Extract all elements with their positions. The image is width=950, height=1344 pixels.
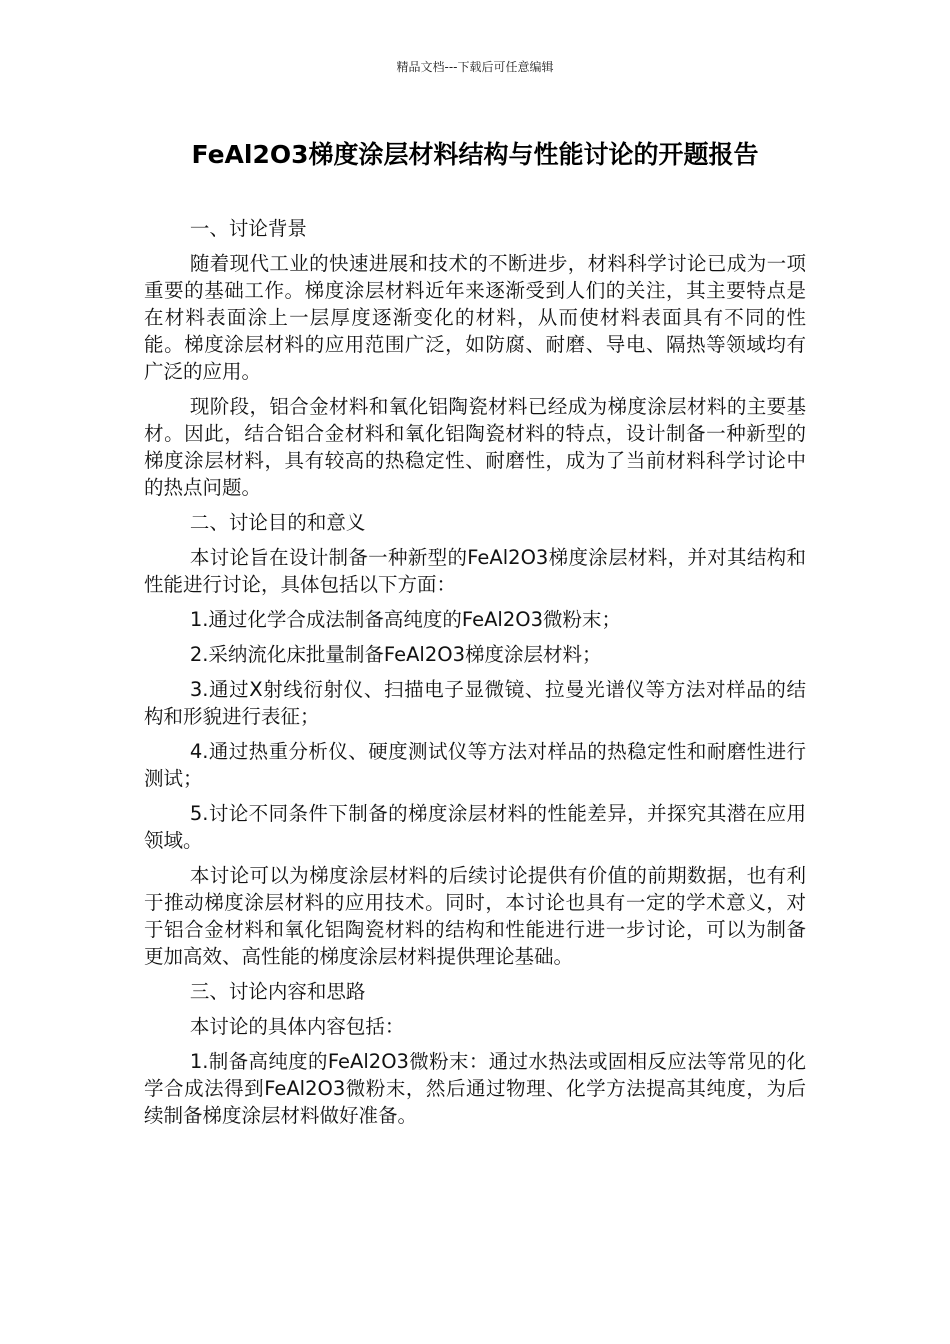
section-heading: 三、讨论内容和思路 <box>189 980 366 1003</box>
paragraph: 本讨论可以为梯度涂层材料的后续讨论提供有价值的前期数据，也有利于推动梯度涂层材料的应用技术。同时，本讨论也具有一定的学术意义，对于铝合金材料和氧化铝陶瓷材料的结构和性能进行进一步讨论，可以为制备更加高效、高性能的梯度涂层材料提供理论基础。 <box>144 864 806 968</box>
section-heading: 一、讨论背景 <box>189 217 307 240</box>
header-note: 精品文档---下载后可任意编辑 <box>396 60 554 74</box>
list-item: 5.讨论不同条件下制备的梯度涂层材料的性能差异，并探究其潜在应用领域。 <box>144 802 806 852</box>
section-heading: 二、讨论目的和意义 <box>189 511 366 534</box>
list-item: 1.制备高纯度的FeAl2O3微粉末：通过水热法或固相反应法等常见的化学合成法得到FeAl2O3微粉末，然后通过物理、化学方法提高其纯度，为后续制备梯度涂层材料做好准备。 <box>144 1050 806 1127</box>
document-body <box>144 215 806 1137</box>
list-item: 1.通过化学合成法制备高纯度的FeAl2O3微粉末； <box>189 608 621 631</box>
paragraph: 本讨论的具体内容包括： <box>189 1015 405 1038</box>
paragraph: 本讨论旨在设计制备一种新型的FeAl2O3梯度涂层材料，并对其结构和性能进行讨论，具体包括以下方面： <box>144 546 806 596</box>
document-title: FeAl2O3梯度涂层材料结构与性能讨论的开题报告 <box>191 140 759 169</box>
paragraph: 现阶段，铝合金材料和氧化铝陶瓷材料已经成为梯度涂层材料的主要基材。因此，结合铝合金材料和氧化铝陶瓷材料的特点，设计制备一种新型的梯度涂层材料，具有较高的热稳定性、耐磨性，成为了当前材料科学讨论中的热点问题。 <box>144 395 806 499</box>
paragraph: 随着现代工业的快速进展和技术的不断进步，材料科学讨论已成为一项重要的基础工作。梯度涂层材料近年来逐渐受到人们的关注，其主要特点是在材料表面涂上一层厚度逐渐变化的材料，从而使材料表面具有不同的性能。梯度涂层材料的应用范围广泛，如防腐、耐磨、导电、隔热等领域均有广泛的应用。 <box>144 252 806 383</box>
list-item: 3.通过X射线衍射仪、扫描电子显微镜、拉曼光谱仪等方法对样品的结构和形貌进行表征； <box>144 678 806 728</box>
list-item: 4.通过热重分析仪、硬度测试仪等方法对样品的热稳定性和耐磨性进行测试； <box>144 740 806 790</box>
list-item: 2.采纳流化床批量制备FeAl2O3梯度涂层材料； <box>189 643 602 666</box>
